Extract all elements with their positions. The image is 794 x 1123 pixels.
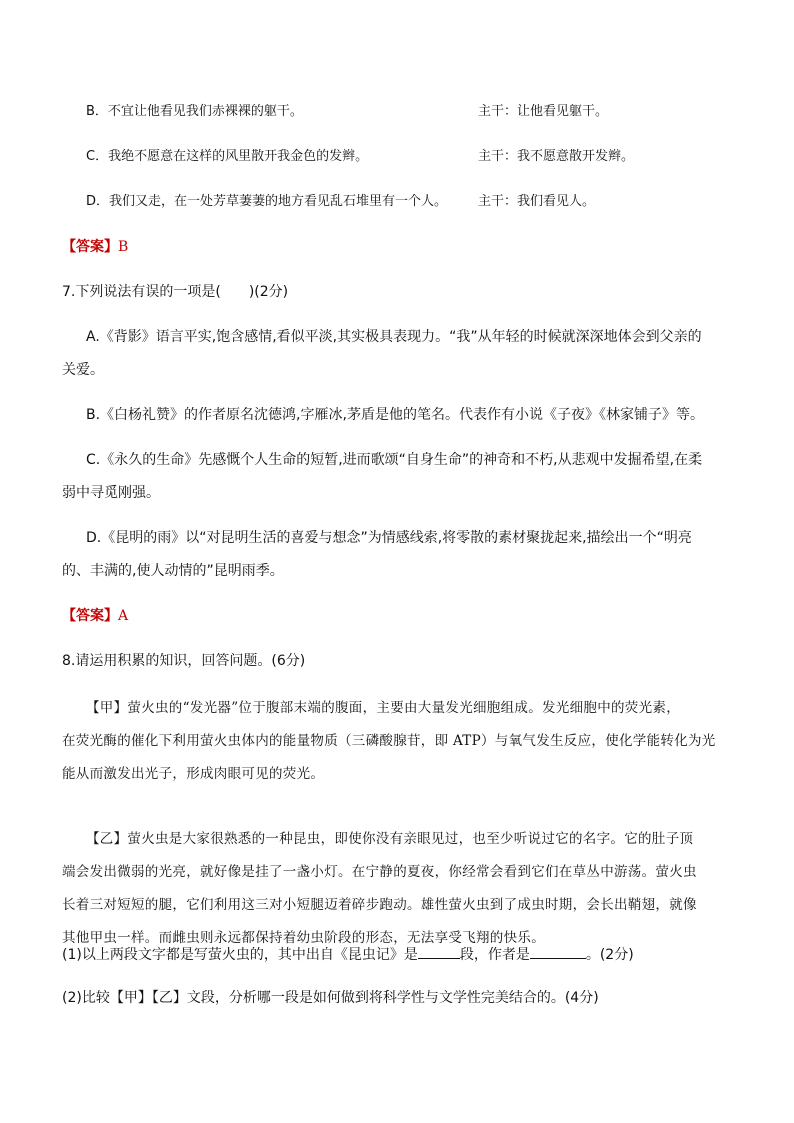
answer-label: 【答案】 bbox=[62, 239, 118, 255]
q7-answer bbox=[62, 605, 128, 625]
excerpt-jia-line3: 能从而激发出光子，形成肉眼可见的荧光。 bbox=[62, 766, 325, 782]
q8-sub1 bbox=[62, 944, 634, 965]
excerpt-jia-line1: 【甲】萤火虫的“发光器”位于腹部末端的腹面，主要由大量发光细胞组成。发光细胞中的荧光素， bbox=[86, 700, 681, 716]
q7-option-a-line1: A.《背影》语言平实,饱含感情,看似平淡,其实极具表现力。“我”从年轻的时候就深深地体会到父亲的 bbox=[86, 329, 702, 345]
excerpt-yi-line1: 【乙】萤火虫是大家很熟悉的一种昆虫，即使你没有亲眼见过，也至少听说过它的名字。它的肚子顶 bbox=[86, 831, 694, 847]
q7-option-b-line1: B.《白杨礼赞》的作者原名沈德鸿,字雁冰,茅盾是他的笔名。代表作有小说《子夜》《林家铺子》等。 bbox=[86, 407, 704, 423]
excerpt-jia-line2: 在荧光酶的催化下利用萤火虫体内的能量物质（三磷酸腺苷，即 ATP）与氧气发生反应，使化学能转化为光 bbox=[62, 733, 716, 749]
q8-sub1-text-c: 。(2分) bbox=[585, 947, 634, 963]
q6-option-c-stem: 主干：我不愿意散开发辫。 bbox=[478, 149, 635, 164]
q7-option-c-line2: 弱中寻觅刚强。 bbox=[62, 485, 160, 501]
q7-option-d-line1: D.《昆明的雨》以“对昆明生活的喜爱与想念”为情感线索,将零散的素材聚拢起来,描绘出一个“明亮 bbox=[86, 530, 692, 546]
answer-blank-segment[interactable] bbox=[418, 944, 460, 959]
answer-value: A bbox=[118, 608, 129, 624]
q6-option-d-stem: 主干：我们看见人。 bbox=[478, 194, 596, 209]
answer-value: B bbox=[118, 239, 129, 255]
answer-label: 【答案】 bbox=[62, 608, 118, 624]
q7-option-d-line2: 的、丰满的,使人动情的”昆明雨季。 bbox=[62, 563, 284, 579]
q6-option-b-stem: 主干：让他看见躯干。 bbox=[478, 104, 609, 119]
q6-answer bbox=[62, 236, 128, 256]
q8-sub1-text-a: (1)以上两段文字都是写萤火虫的，其中出自《昆虫记》是 bbox=[62, 947, 418, 963]
q7-option-a-line2: 关爱。 bbox=[62, 362, 104, 378]
q8-sub1-text-b: 段，作者是 bbox=[459, 947, 530, 963]
q8-question: 8.请运用积累的知识，回答问题。(6分) bbox=[62, 653, 306, 669]
q6-option-c: C．我绝不愿意在这样的风里散开我金色的发辫。 bbox=[86, 149, 369, 164]
q7-option-c-line1: C.《永久的生命》先感慨个人生命的短暂,进而歌颂“自身生命”的神奇和不朽,从悲观中发掘希望,在柔 bbox=[86, 452, 703, 468]
excerpt-jia-tag: 【甲】 bbox=[86, 700, 128, 716]
excerpt-yi-line3: 长着三对短短的腿，它们利用这三对小短腿迈着碎步跑动。雄性萤火虫到了成虫时期，会长出鞘翅，就像 bbox=[62, 897, 697, 913]
q6-option-d: D．我们又走，在一处芳草萋萋的地方看见乱石堆里有一个人。 bbox=[86, 194, 448, 209]
excerpt-yi-line2: 端会发出微弱的光亮，就好像是挂了一盏小灯。在宁静的夏夜，你经常会看到它们在草丛中游荡。萤火虫 bbox=[62, 864, 697, 880]
excerpt-yi-line4: 其他甲虫一样。而雌虫则永远都保持着幼虫阶段的形态，无法享受飞翔的快乐。 bbox=[62, 930, 545, 946]
q6-option-b: B．不宜让他看见我们赤裸裸的躯干。 bbox=[86, 104, 303, 119]
q7-question: 7.下列说法有误的一项是( )(2分) bbox=[62, 284, 289, 300]
excerpt-yi-tag: 【乙】 bbox=[86, 831, 128, 847]
q8-sub2: (2)比较【甲】【乙】文段，分析哪一段是如何做到将科学性与文学性完美结合的。(4分) bbox=[62, 990, 599, 1006]
answer-blank-author[interactable] bbox=[530, 944, 586, 959]
